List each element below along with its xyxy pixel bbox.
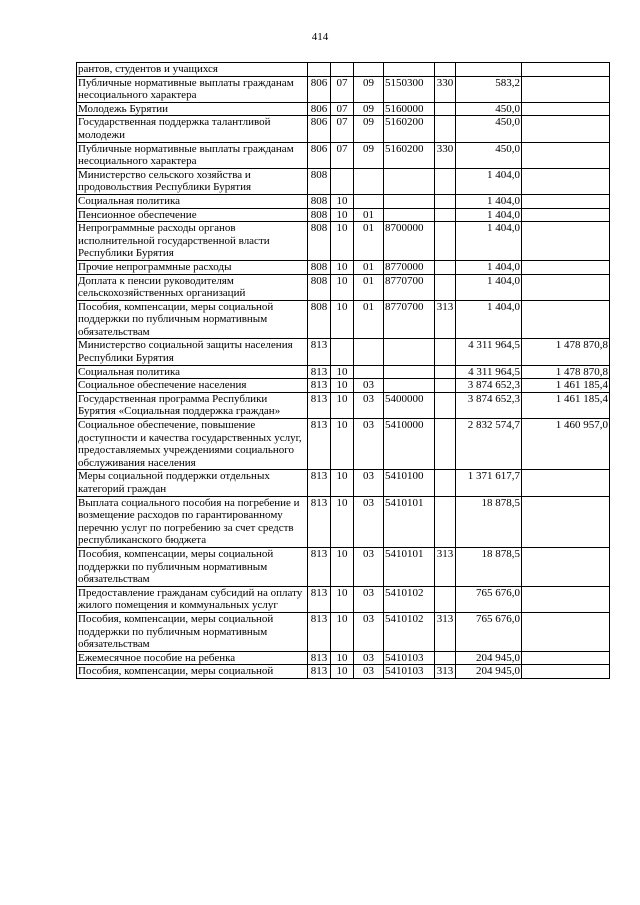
amount: 3 874 652,3 — [456, 379, 522, 393]
target-article-code — [384, 379, 435, 393]
section-code: 10 — [331, 274, 354, 300]
subsection-code: 03 — [354, 496, 384, 547]
table-row — [77, 63, 610, 77]
subsection-code: 09 — [354, 116, 384, 142]
row-name: Выплата социального пособия на погребение и возмещение расходов по гарантированному перечню услуг по погребению за счет средств республиканского бюджета — [77, 496, 308, 547]
target-article-code: 8770700 — [384, 300, 435, 339]
target-article-code: 5410101 — [384, 547, 435, 586]
table-row — [77, 76, 610, 102]
row-name: Министерство социальной защиты населения Республики Бурятия — [77, 339, 308, 365]
ministry-code: 813 — [308, 651, 331, 665]
amount-subventions — [522, 222, 610, 261]
amount-subventions — [522, 274, 610, 300]
target-article-code: 5150300 — [384, 76, 435, 102]
ministry-code: 808 — [308, 274, 331, 300]
amount-subventions — [522, 102, 610, 116]
expense-type-code: 330 — [435, 142, 456, 168]
row-name: Министерство сельского хозяйства и продовольствия Республики Бурятия — [77, 168, 308, 194]
amount: 1 404,0 — [456, 274, 522, 300]
subsection-code — [354, 194, 384, 208]
amount-subventions — [522, 76, 610, 102]
amount: 204 945,0 — [456, 651, 522, 665]
amount-subventions — [522, 651, 610, 665]
target-article-code: 8700000 — [384, 222, 435, 261]
amount: 18 878,5 — [456, 496, 522, 547]
target-article-code — [384, 63, 435, 77]
section-code — [331, 168, 354, 194]
target-article-code: 5410102 — [384, 612, 435, 651]
table-row — [77, 665, 610, 679]
section-code: 10 — [331, 470, 354, 496]
section-code: 10 — [331, 194, 354, 208]
expense-type-code — [435, 339, 456, 365]
row-name: Меры социальной поддержки отдельных категорий граждан — [77, 470, 308, 496]
section-code: 07 — [331, 102, 354, 116]
table-row — [77, 651, 610, 665]
subsection-code: 03 — [354, 392, 384, 418]
ministry-code: 813 — [308, 547, 331, 586]
expense-type-code — [435, 379, 456, 393]
expense-type-code — [435, 168, 456, 194]
amount: 765 676,0 — [456, 612, 522, 651]
row-name: Социальная политика — [77, 365, 308, 379]
ministry-code: 813 — [308, 392, 331, 418]
amount: 1 404,0 — [456, 222, 522, 261]
row-name: Пособия, компенсации, меры социальной поддержки по публичным нормативным обязательствам — [77, 300, 308, 339]
table-row — [77, 222, 610, 261]
amount-subventions: 1 461 185,4 — [522, 392, 610, 418]
ministry-code: 808 — [308, 260, 331, 274]
table-row — [77, 260, 610, 274]
row-name: Молодежь Бурятии — [77, 102, 308, 116]
ministry-code: 806 — [308, 142, 331, 168]
target-article-code: 5160000 — [384, 102, 435, 116]
ministry-code: 813 — [308, 612, 331, 651]
row-name: рантов, студентов и учащихся — [77, 63, 308, 77]
table-row — [77, 419, 610, 470]
subsection-code: 09 — [354, 102, 384, 116]
section-code: 10 — [331, 586, 354, 612]
ministry-code: 808 — [308, 168, 331, 194]
subsection-code: 03 — [354, 665, 384, 679]
amount: 450,0 — [456, 102, 522, 116]
amount-subventions — [522, 168, 610, 194]
row-name: Социальное обеспечение, повышение доступности и качества государственных услуг, предоставляемых учреждениями социального обслуживания населения — [77, 419, 308, 470]
subsection-code: 03 — [354, 547, 384, 586]
subsection-code: 01 — [354, 274, 384, 300]
budget-table — [76, 62, 610, 679]
ministry-code: 813 — [308, 339, 331, 365]
row-name: Доплата к пенсии руководителям сельскохозяйственных организаций — [77, 274, 308, 300]
row-name: Пенсионное обеспечение — [77, 208, 308, 222]
target-article-code: 5410101 — [384, 496, 435, 547]
expense-type-code — [435, 365, 456, 379]
expense-type-code — [435, 470, 456, 496]
section-code: 10 — [331, 612, 354, 651]
target-article-code — [384, 339, 435, 365]
target-article-code: 5410000 — [384, 419, 435, 470]
subsection-code: 01 — [354, 300, 384, 339]
row-name: Пособия, компенсации, меры социальной поддержки по публичным нормативным обязательствам — [77, 612, 308, 651]
ministry-code: 813 — [308, 665, 331, 679]
subsection-code — [354, 339, 384, 365]
table-row — [77, 392, 610, 418]
expense-type-code: 313 — [435, 612, 456, 651]
row-name: Пособия, компенсации, меры социальной — [77, 665, 308, 679]
expense-type-code — [435, 392, 456, 418]
section-code — [331, 63, 354, 77]
section-code: 10 — [331, 300, 354, 339]
table-row — [77, 496, 610, 547]
ministry-code: 808 — [308, 222, 331, 261]
section-code: 10 — [331, 392, 354, 418]
amount-subventions: 1 460 957,0 — [522, 419, 610, 470]
expense-type-code — [435, 260, 456, 274]
section-code: 10 — [331, 379, 354, 393]
table-row — [77, 274, 610, 300]
row-name: Пособия, компенсации, меры социальной поддержки по публичным нормативным обязательствам — [77, 547, 308, 586]
subsection-code — [354, 63, 384, 77]
ministry-code: 813 — [308, 379, 331, 393]
section-code: 10 — [331, 222, 354, 261]
amount-subventions — [522, 194, 610, 208]
target-article-code: 5160200 — [384, 142, 435, 168]
row-name: Прочие непрограммные расходы — [77, 260, 308, 274]
amount: 1 404,0 — [456, 300, 522, 339]
section-code: 10 — [331, 651, 354, 665]
subsection-code: 03 — [354, 612, 384, 651]
subsection-code: 03 — [354, 651, 384, 665]
target-article-code: 5410103 — [384, 665, 435, 679]
amount: 4 311 964,5 — [456, 339, 522, 365]
section-code: 10 — [331, 496, 354, 547]
table-row — [77, 365, 610, 379]
amount-subventions — [522, 63, 610, 77]
table-row — [77, 194, 610, 208]
ministry-code: 808 — [308, 300, 331, 339]
expense-type-code — [435, 116, 456, 142]
target-article-code: 8770700 — [384, 274, 435, 300]
amount-subventions — [522, 665, 610, 679]
expense-type-code — [435, 586, 456, 612]
subsection-code: 03 — [354, 379, 384, 393]
subsection-code — [354, 365, 384, 379]
amount: 3 874 652,3 — [456, 392, 522, 418]
amount-subventions — [522, 612, 610, 651]
amount-subventions — [522, 208, 610, 222]
expense-type-code — [435, 208, 456, 222]
expense-type-code: 313 — [435, 300, 456, 339]
table-row — [77, 612, 610, 651]
ministry-code: 806 — [308, 76, 331, 102]
subsection-code: 01 — [354, 260, 384, 274]
amount: 204 945,0 — [456, 665, 522, 679]
expense-type-code: 313 — [435, 547, 456, 586]
target-article-code — [384, 168, 435, 194]
row-name: Предоставление гражданам субсидий на оплату жилого помещения и коммунальных услуг — [77, 586, 308, 612]
table-row — [77, 379, 610, 393]
amount-subventions — [522, 496, 610, 547]
ministry-code: 813 — [308, 470, 331, 496]
amount: 1 404,0 — [456, 194, 522, 208]
ministry-code: 808 — [308, 208, 331, 222]
target-article-code: 5410102 — [384, 586, 435, 612]
subsection-code: 09 — [354, 76, 384, 102]
table-row — [77, 208, 610, 222]
target-article-code: 8770000 — [384, 260, 435, 274]
amount: 1 404,0 — [456, 168, 522, 194]
amount-subventions: 1 478 870,8 — [522, 339, 610, 365]
row-name: Ежемесячное пособие на ребенка — [77, 651, 308, 665]
amount-subventions: 1 478 870,8 — [522, 365, 610, 379]
amount-subventions — [522, 142, 610, 168]
row-name: Непрограммные расходы органов исполнительной государственной власти Республики Бурятия — [77, 222, 308, 261]
ministry-code: 808 — [308, 194, 331, 208]
ministry-code: 813 — [308, 419, 331, 470]
target-article-code: 5410100 — [384, 470, 435, 496]
section-code: 10 — [331, 208, 354, 222]
row-name: Публичные нормативные выплаты гражданам несоциального характера — [77, 142, 308, 168]
amount: 4 311 964,5 — [456, 365, 522, 379]
subsection-code: 03 — [354, 419, 384, 470]
ministry-code — [308, 63, 331, 77]
table-row — [77, 586, 610, 612]
table-row — [77, 102, 610, 116]
amount-subventions — [522, 116, 610, 142]
subsection-code: 09 — [354, 142, 384, 168]
amount — [456, 63, 522, 77]
section-code: 07 — [331, 76, 354, 102]
table-row — [77, 116, 610, 142]
target-article-code — [384, 194, 435, 208]
row-name: Публичные нормативные выплаты гражданам несоциального характера — [77, 76, 308, 102]
expense-type-code — [435, 419, 456, 470]
amount: 583,2 — [456, 76, 522, 102]
target-article-code: 5410103 — [384, 651, 435, 665]
table-row — [77, 470, 610, 496]
ministry-code: 813 — [308, 586, 331, 612]
amount: 1 371 617,7 — [456, 470, 522, 496]
subsection-code: 01 — [354, 208, 384, 222]
page-number: 414 — [311, 31, 329, 43]
section-code: 07 — [331, 116, 354, 142]
table-row — [77, 300, 610, 339]
ministry-code: 813 — [308, 365, 331, 379]
ministry-code: 813 — [308, 496, 331, 547]
expense-type-code: 313 — [435, 665, 456, 679]
subsection-code — [354, 168, 384, 194]
expense-type-code — [435, 651, 456, 665]
ministry-code: 806 — [308, 116, 331, 142]
amount: 18 878,5 — [456, 547, 522, 586]
section-code: 10 — [331, 365, 354, 379]
amount: 2 832 574,7 — [456, 419, 522, 470]
amount-subventions — [522, 260, 610, 274]
amount: 1 404,0 — [456, 208, 522, 222]
row-name: Государственная программа Республики Бурятия «Социальная поддержка граждан» — [77, 392, 308, 418]
section-code: 07 — [331, 142, 354, 168]
expense-type-code — [435, 496, 456, 547]
table-body — [77, 63, 610, 679]
table-row — [77, 142, 610, 168]
amount-subventions: 1 461 185,4 — [522, 379, 610, 393]
target-article-code: 5160200 — [384, 116, 435, 142]
expense-type-code — [435, 63, 456, 77]
section-code: 10 — [331, 419, 354, 470]
row-name: Социальное обеспечение населения — [77, 379, 308, 393]
section-code: 10 — [331, 260, 354, 274]
amount-subventions — [522, 300, 610, 339]
target-article-code — [384, 365, 435, 379]
subsection-code: 03 — [354, 586, 384, 612]
amount: 765 676,0 — [456, 586, 522, 612]
subsection-code: 01 — [354, 222, 384, 261]
table-row — [77, 547, 610, 586]
expense-type-code: 330 — [435, 76, 456, 102]
section-code: 10 — [331, 547, 354, 586]
subsection-code: 03 — [354, 470, 384, 496]
expense-type-code — [435, 194, 456, 208]
row-name: Государственная поддержка талантливой молодежи — [77, 116, 308, 142]
amount: 450,0 — [456, 116, 522, 142]
amount: 450,0 — [456, 142, 522, 168]
target-article-code — [384, 208, 435, 222]
section-code: 10 — [331, 665, 354, 679]
amount: 1 404,0 — [456, 260, 522, 274]
table-row — [77, 339, 610, 365]
expense-type-code — [435, 274, 456, 300]
ministry-code: 806 — [308, 102, 331, 116]
section-code — [331, 339, 354, 365]
amount-subventions — [522, 547, 610, 586]
table-row — [77, 168, 610, 194]
target-article-code: 5400000 — [384, 392, 435, 418]
expense-type-code — [435, 222, 456, 261]
amount-subventions — [522, 470, 610, 496]
expense-type-code — [435, 102, 456, 116]
row-name: Социальная политика — [77, 194, 308, 208]
amount-subventions — [522, 586, 610, 612]
